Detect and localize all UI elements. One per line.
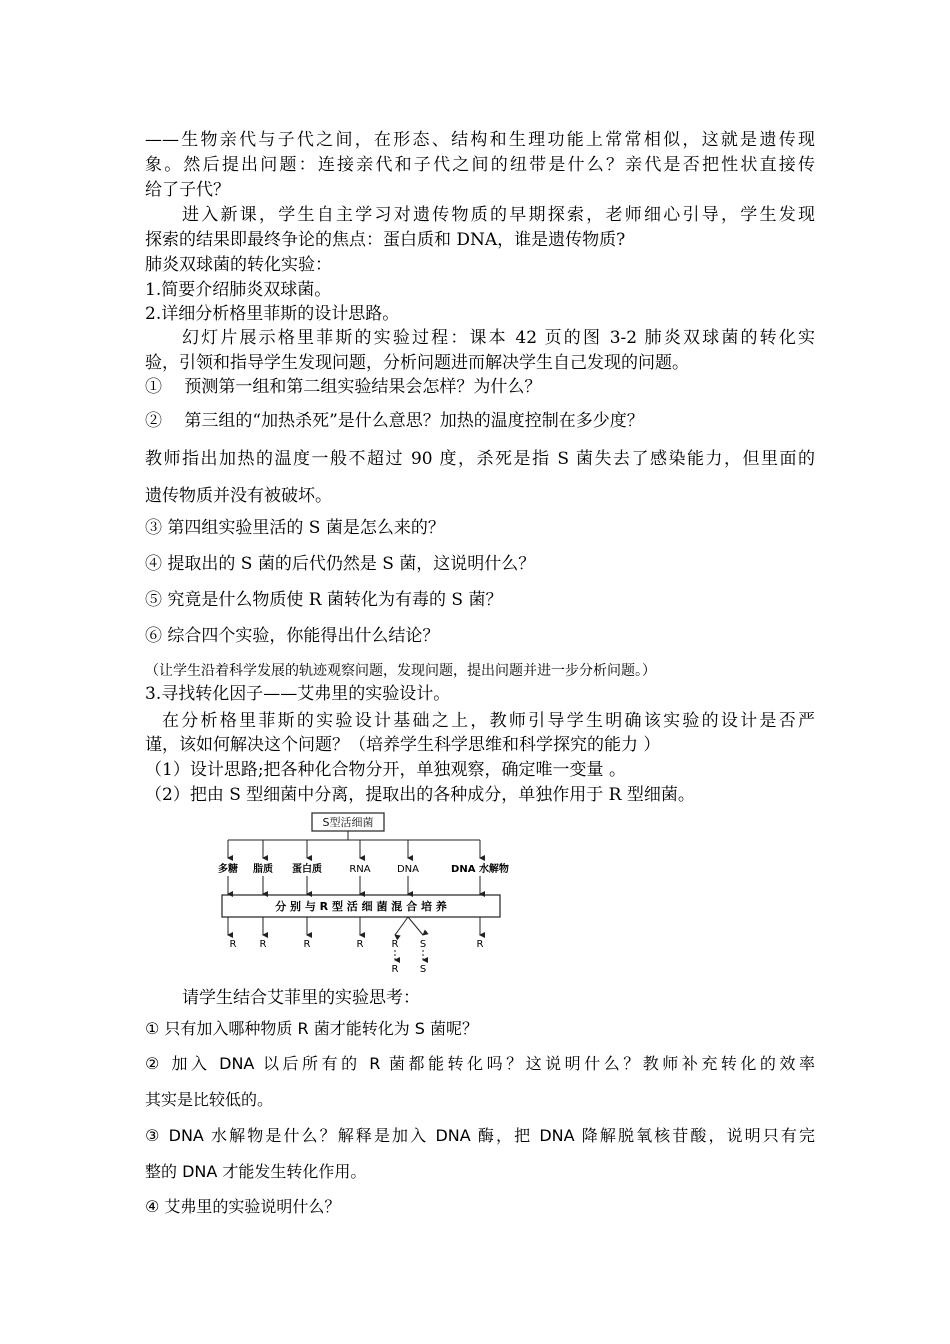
text-line-12: ② 第三组的“加热杀死”是什么意思？加热的温度控制在多少度？ [145, 411, 644, 431]
text-line-1: ——生物亲代与子代之间，在形态、结构和生理功能上常常相似，这就是遗传现 [145, 130, 815, 150]
result-dna-hydrolysate: R [476, 939, 484, 950]
text-line-25: 请学生结合艾菲里的实验思考： [182, 988, 420, 1008]
text-line-2: 象。然后提出问题：连接亲代和子代之间的纽带是什么？亲代是否把性状直接传 [145, 155, 815, 175]
text-line-15: ③ 第四组实验里活的 S 菌是怎么来的？ [145, 518, 445, 538]
result-protein: R [303, 939, 311, 950]
offspring-s: S [419, 964, 427, 975]
component-dna: DNA [396, 864, 420, 875]
text-line-6: 肺炎双球菌的转化实验： [145, 255, 332, 275]
text-line-13: 教师指出加热的温度一般不超过 90 度，杀死是指 S 菌失去了感染能力，但里面的 [145, 449, 815, 469]
text-line-29: ③ DNA 水解物是什么？解释是加入 DNA 酶，把 DNA 降解脱氧核苷酸，说明只有完 [145, 1126, 815, 1145]
text-line-20: 3.寻找转化因子——艾弗里的实验设计。 [145, 684, 451, 704]
result-dna-r: R [391, 939, 399, 950]
result-lipid: R [259, 939, 267, 950]
text-line-3: 给了子代？ [145, 180, 230, 200]
mixed-culture-label: 分 别 与 R 型 活 细 菌 混 合 培 养 [275, 900, 447, 913]
text-line-18: ⑥ 综合四个实验，你能得出什么结论？ [145, 626, 440, 646]
s-live-bacteria-label: S型活细菌 [322, 816, 374, 829]
result-rna: R [356, 939, 364, 950]
text-line-5: 探索的结果即最终争论的焦点：蛋白质和 DNA，谁是遗传物质? [145, 230, 626, 250]
text-line-21: 在分析格里菲斯的实验设计基础之上，教师引导学生明确该实验的设计是否严 [162, 711, 815, 731]
text-line-11: ① 预测第一组和第二组实验结果会怎样？为什么？ [145, 377, 542, 397]
offspring-r: R [391, 964, 399, 975]
text-line-14: 遗传物质并没有被破坏。 [145, 486, 332, 506]
text-line-19: （让学生沿着科学发展的轨迹观察问题，发现问题，提出问题并进一步分析问题。） [145, 663, 656, 679]
text-line-31: ④ 艾弗里的实验说明什么？ [145, 1197, 341, 1216]
text-line-28: 其实是比较低的。 [145, 1090, 274, 1109]
text-line-22: 谨，该如何解决这个问题？（培养学生科学思维和科学探究的能力 ） [145, 735, 661, 755]
text-line-17: ⑤ 究竟是什么物质使 R 菌转化为有毒的 S 菌？ [145, 590, 503, 610]
text-line-23: （1）设计思路;把各种化合物分开，单独观察，确定唯一变量 。 [145, 760, 626, 780]
text-line-7: 1.简要介绍肺炎双球菌。 [145, 280, 332, 300]
text-line-4: 进入新课，学生自主学习对遗传物质的早期探索，老师细心引导，学生发现 [182, 205, 815, 225]
text-line-24: （2）把由 S 型细菌中分离，提取出的各种成分，单独作用于 R 型细菌。 [145, 785, 695, 805]
component-polysaccharide: 多糖 [218, 864, 238, 875]
text-line-26: ① 只有加入哪种物质 R 菌才能转化为 S 菌呢？ [145, 1019, 479, 1038]
text-line-16: ④ 提取出的 S 菌的后代仍然是 S 菌，这说明什么？ [145, 554, 536, 574]
component-dna-hydrolysate: DNA 水解物 [451, 864, 509, 875]
avery-experiment-diagram [205, 810, 525, 980]
component-rna: RNA [349, 864, 371, 875]
text-line-27: ② 加入 DNA 以后所有的 R 菌都能转化吗？这说明什么？教师补充转化的效率 [145, 1054, 815, 1073]
component-protein: 蛋白质 [292, 864, 322, 875]
text-line-9: 幻灯片展示格里菲斯的实验过程：课本 42 页的图 3-2 肺炎双球菌的转化实 [182, 328, 815, 348]
text-line-10: 验，引领和指导学生发现问题，分析问题进而解决学生自己发现的问题。 [145, 353, 689, 373]
result-dna-s: S [419, 939, 427, 950]
text-line-30: 整的 DNA 才能发生转化作用。 [145, 1162, 367, 1181]
result-polysaccharide: R [229, 939, 237, 950]
text-line-8: 2.详细分析格里菲斯的设计思路。 [145, 304, 400, 324]
component-lipid: 脂质 [253, 864, 273, 875]
